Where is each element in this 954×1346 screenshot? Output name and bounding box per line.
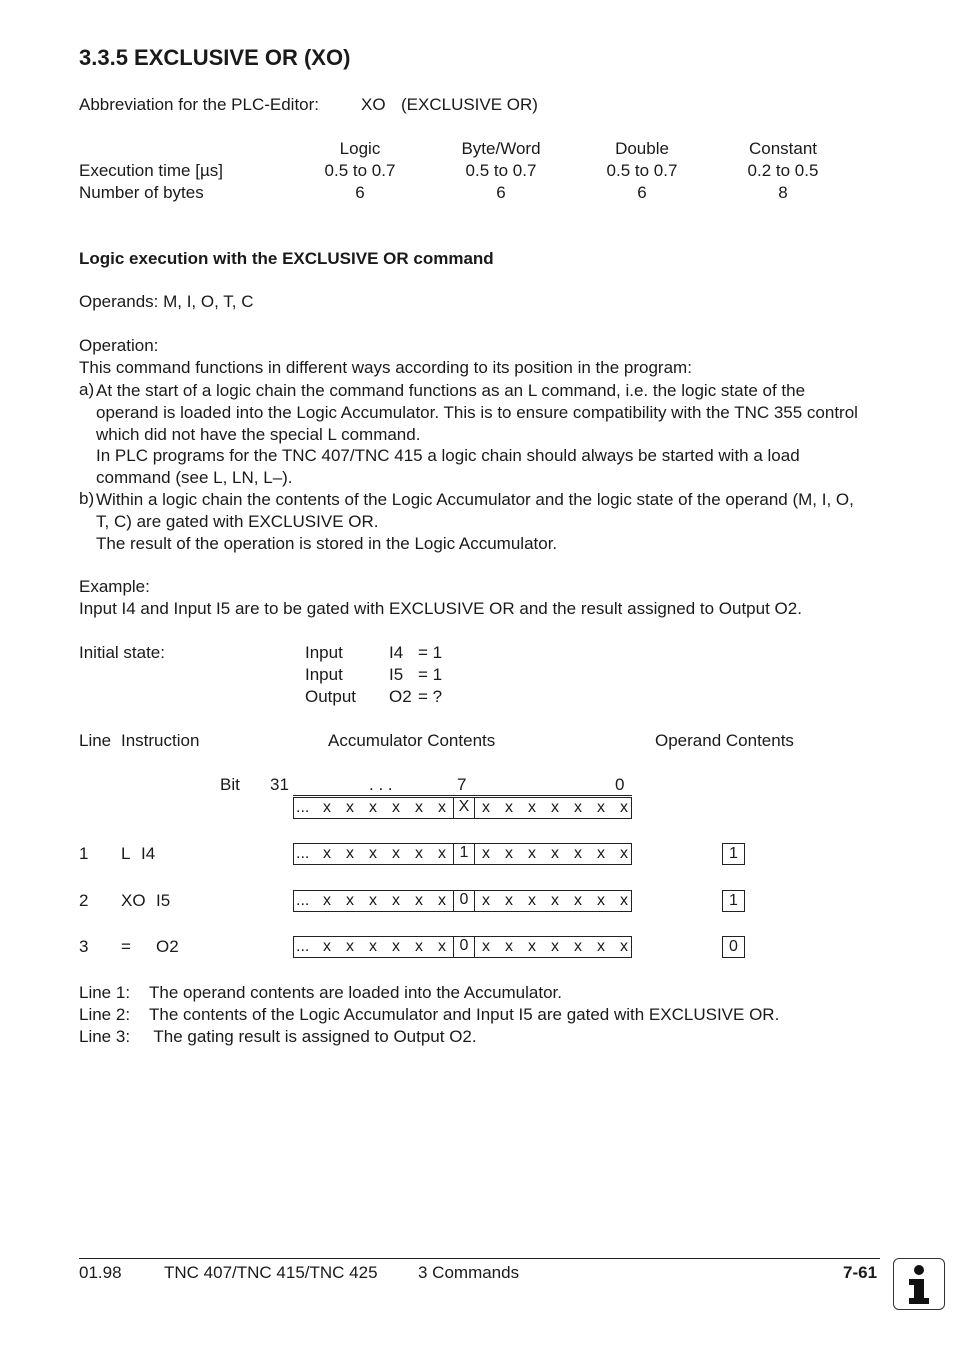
register-bit: x [392,799,400,816]
register-ellipsis: ... [296,845,310,862]
example-text: Input I4 and Input I5 are to be gated with EXCLUSIVE OR and the result assigned to Output O2. [79,599,802,618]
accumulator-register [293,890,632,912]
register-bit: x [392,938,400,955]
register-bit: x [482,892,490,909]
register-bit: x [346,892,354,909]
row-instruction-arg: O2 [156,937,179,956]
state-name: I5 [389,665,404,684]
bit-31-label: 31 [270,775,289,794]
register-bit: x [505,938,513,955]
footer-divider [79,1258,880,1259]
footer-page-number: 7-61 [843,1263,878,1282]
row-line-number: 3 [79,937,89,956]
register-bit: x [415,938,423,955]
table-cell: 0.5 to 0.7 [606,161,678,180]
table-cell: 0.5 to 0.7 [465,161,537,180]
footer-date: 01.98 [79,1263,122,1282]
register-bit: x [438,892,446,909]
register-bit: x [346,799,354,816]
register-bit: x [620,892,628,909]
register-bit: x [597,892,605,909]
register-bit: x [323,938,331,955]
page-title: 3.3.5 EXCLUSIVE OR (XO) [79,45,351,70]
register-bit: x [528,799,536,816]
note-text: The gating result is assigned to Output O2. [149,1027,477,1046]
register-bit: x [369,892,377,909]
register-bit: x [369,938,377,955]
register-bit: x [482,845,490,862]
footer-product: TNC 407/TNC 415/TNC 425 [164,1263,378,1282]
accumulator-register [293,797,632,819]
register-bit: x [415,845,423,862]
table-cell: 6 [637,183,647,202]
register-bit: x [505,892,513,909]
register-bit: x [528,938,536,955]
col-accumulator: Accumulator Contents [328,731,496,750]
register-bit: x [528,845,536,862]
bit-label: Bit [220,775,240,794]
operands-text: Operands: M, I, O, T, C [79,292,254,311]
item-a-text2: In PLC programs for the TNC 407/TNC 415 a logic chain should always be started with a load command (see L, LN, L–). [96,446,800,487]
table-cell: 8 [778,183,788,202]
register-bit-7: X [453,797,475,819]
register-bit: x [574,938,582,955]
row-instruction-arg: I4 [141,844,156,863]
table-header: Double [615,139,669,158]
operand-box: 0 [722,936,745,958]
section-heading: Logic execution with the EXCLUSIVE OR command [79,249,494,268]
bit-7-label: 7 [457,775,467,794]
row-instruction-op: L [121,844,131,863]
abbrev-code: XO [361,95,386,114]
register-bit: x [574,845,582,862]
register-bit: x [620,845,628,862]
col-instruction: Instruction [121,731,200,750]
item-b-text: Within a logic chain the contents of the Logic Accumulator and the logic state of the operand (M, I, O, T, C) are gated with EXCLUSIVE OR. [96,490,854,531]
table-cell: 6 [355,183,365,202]
register-bit: x [392,845,400,862]
register-bit-7: 0 [453,936,475,958]
state-type: Input [305,665,343,684]
register-ellipsis: ... [296,799,310,816]
row-instruction-arg: I5 [156,891,171,910]
example-title: Example: [79,577,150,596]
note-label: Line 3: [79,1027,131,1046]
register-bit: x [346,845,354,862]
register-bit: x [482,799,490,816]
register-bit: x [551,892,559,909]
state-name: O2 [389,687,412,706]
item-b-text2: The result of the operation is stored in the Logic Accumulator. [96,534,558,553]
register-bit: x [415,799,423,816]
register-bit: x [597,799,605,816]
row-line-number: 1 [79,844,89,863]
register-bit: x [551,938,559,955]
table-cell: 0.2 to 0.5 [747,161,819,180]
table-cell: 0.5 to 0.7 [324,161,396,180]
state-value: = 1 [418,665,443,684]
register-bit: x [392,892,400,909]
register-bit: x [574,892,582,909]
register-ellipsis: ... [296,892,310,909]
state-value: = ? [418,687,443,706]
table-header: Byte/Word [461,139,541,158]
register-bit: x [505,799,513,816]
register-bit: x [323,845,331,862]
row-line-number: 2 [79,891,89,910]
state-value: = 1 [418,643,443,662]
operand-box: 1 [722,843,745,865]
register-bit: x [438,938,446,955]
note-text: The contents of the Logic Accumulator and Input I5 are gated with EXCLUSIVE OR. [149,1005,780,1024]
accumulator-register [293,936,632,958]
register-bit: x [346,938,354,955]
register-bit: x [438,799,446,816]
accumulator-register [293,843,632,865]
register-bit: x [323,799,331,816]
register-bit: x [597,845,605,862]
register-bit: x [551,845,559,862]
register-bit-7: 0 [453,890,475,912]
table-header: Constant [748,139,818,158]
abbrev-name: (EXCLUSIVE OR) [401,95,538,114]
register-bit: x [438,845,446,862]
note-text: The operand contents are loaded into the Accumulator. [149,983,562,1002]
table-header: Logic [339,139,381,158]
row-instruction-op: = [121,937,131,956]
operation-title: Operation: [79,336,159,355]
register-bit: x [415,892,423,909]
table-row-label: Execution time [µs] [79,161,223,180]
state-type: Input [305,643,343,662]
table-row-label: Number of bytes [79,183,204,202]
register-bit: x [323,892,331,909]
bit-dots: . . . [369,775,393,794]
item-marker-a: a) [79,380,95,399]
register-bit: x [482,938,490,955]
register-bit: x [551,799,559,816]
register-bit: x [620,799,628,816]
col-line: Line [79,731,112,750]
register-bit: x [369,845,377,862]
note-label: Line 2: [79,1005,131,1024]
register-bit-7: 1 [453,843,475,865]
initial-state-label: Initial state: [79,643,165,662]
footer-chapter: 3 Commands [418,1263,520,1282]
register-bit: x [597,938,605,955]
operation-intro: This command functions in different ways according to its position in the program: [79,358,692,377]
note-label: Line 1: [79,983,131,1002]
register-bit: x [620,938,628,955]
operand-box: 1 [722,890,745,912]
table-cell: 6 [496,183,506,202]
register-ellipsis: ... [296,938,310,955]
state-name: I4 [389,643,404,662]
register-bit: x [574,799,582,816]
abbrev-label: Abbreviation for the PLC-Editor: [79,95,320,114]
register-bit: x [369,799,377,816]
info-icon [893,1258,945,1310]
row-instruction-op: XO [121,891,146,910]
bit-0-label: 0 [615,775,625,794]
state-type: Output [305,687,357,706]
register-bit: x [505,845,513,862]
item-marker-b: b) [79,489,95,508]
col-operand: Operand Contents [655,731,794,750]
register-bit: x [528,892,536,909]
item-a-text: At the start of a logic chain the command functions as an L command, i.e. the logic state of the operand is loaded into the Logic Accumulator. This is to ensure compatibility with the TNC 355 control which did not have the special L command. [96,381,858,444]
